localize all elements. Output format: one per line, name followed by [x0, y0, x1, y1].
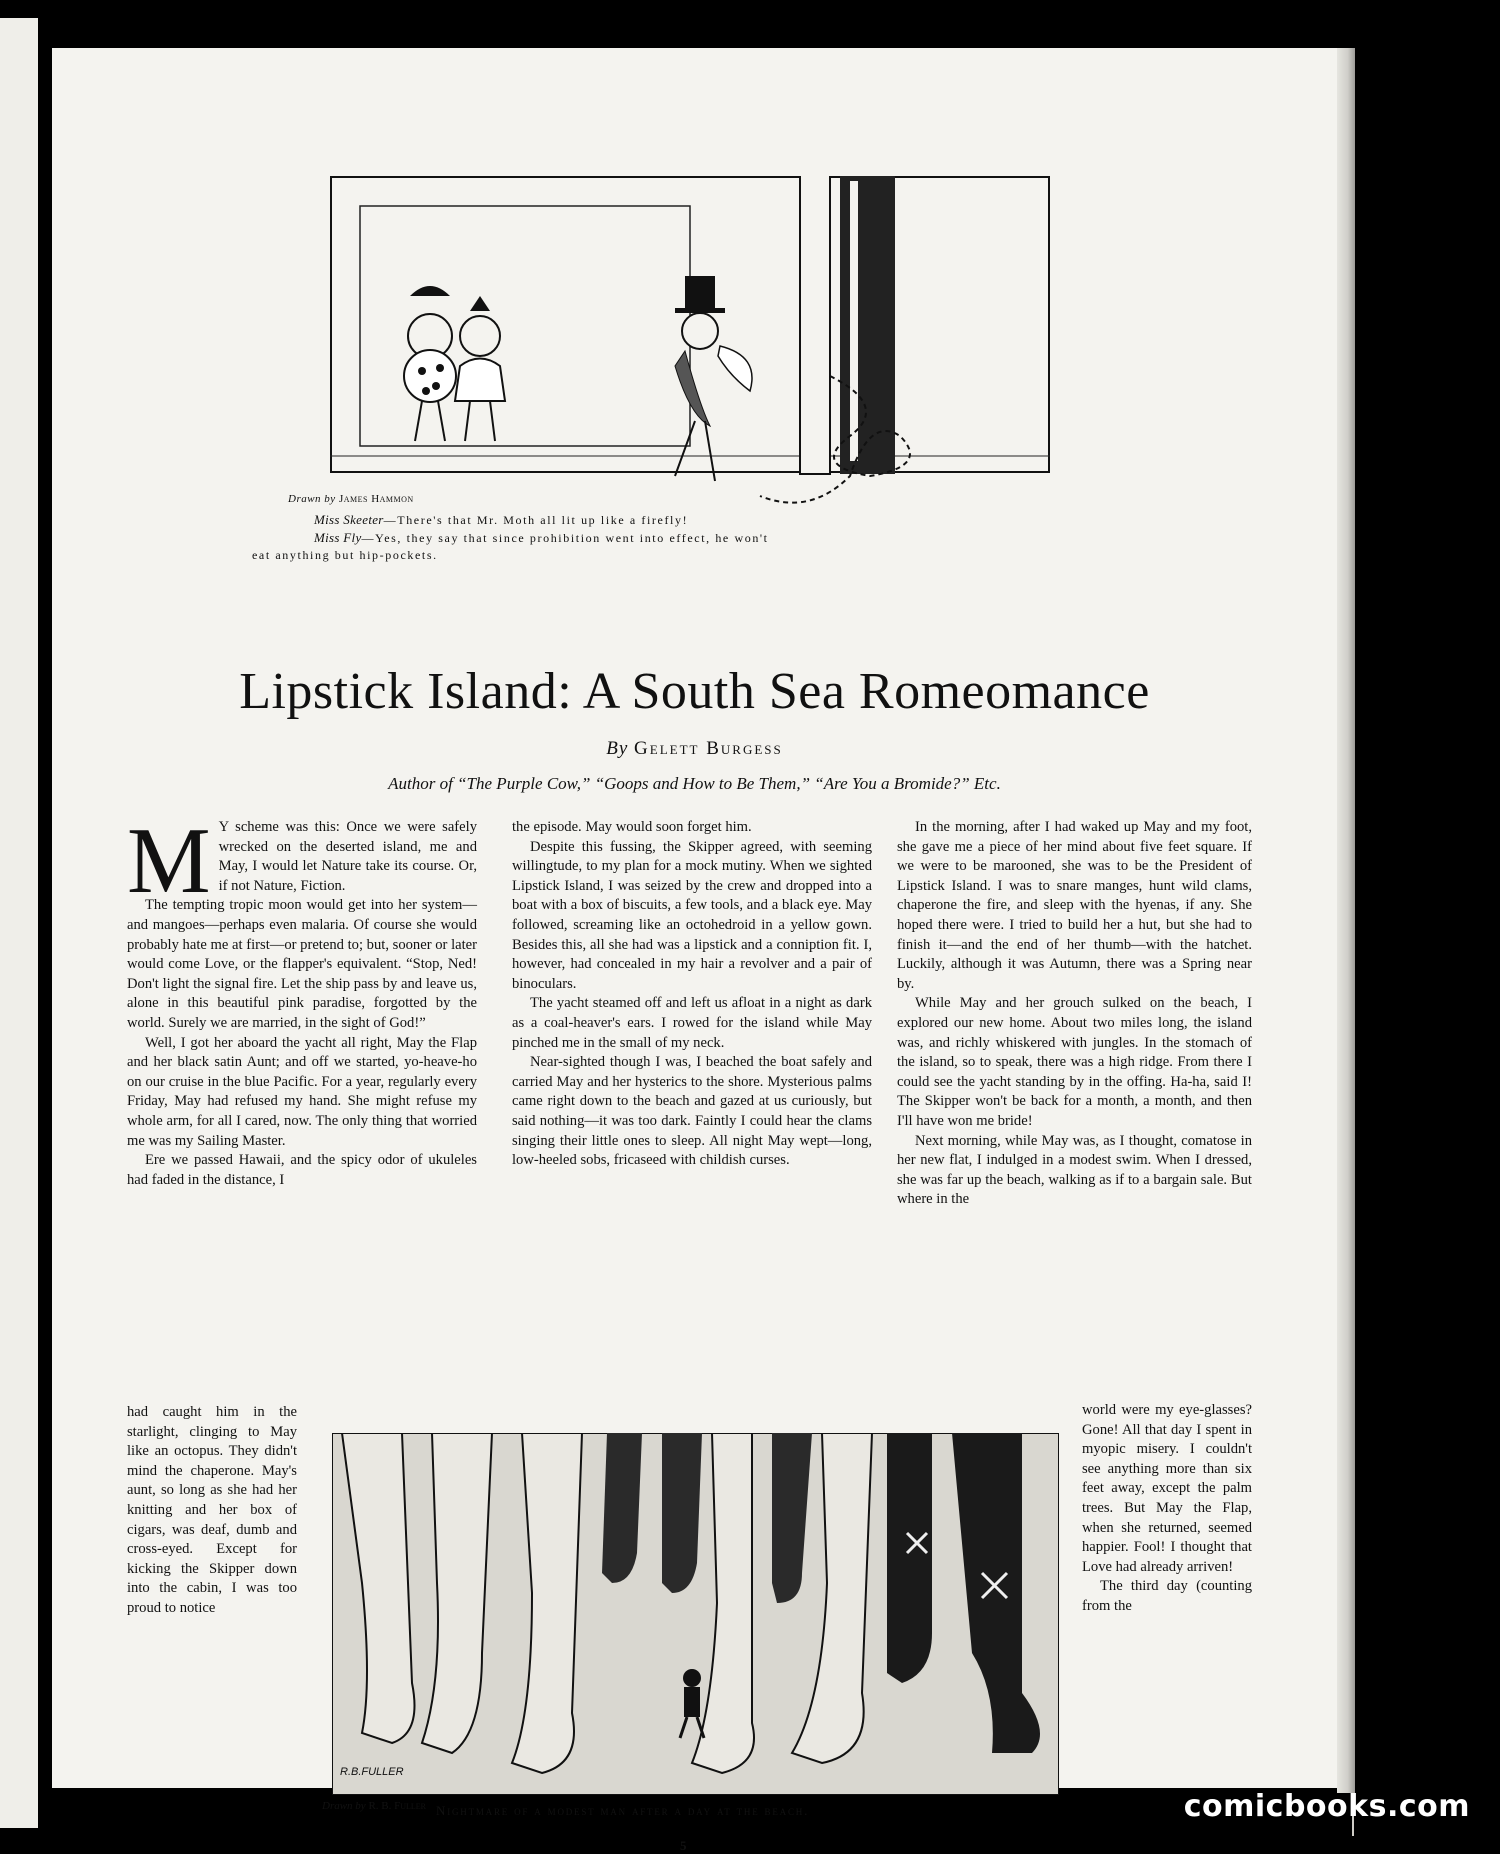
paragraph: Despite this fussing, the Skipper agreed, with seeming willingtude, to my plan for a mock mutiny. When we sighted Lipstick Island, I was seized by the crew and dropped into a boat with a box of biscuits, a few tools, and a black eye. May followed, screaming like an octohedroid in a yellow gown. Besides this, all she had was a lipstick and a conniption fit. I, however, had concealed in my hair a revolver and a pair of binoculars.: [512, 838, 872, 992]
paragraph: the episode. May would soon forget him.: [512, 819, 752, 835]
top-caption-line-2: Miss Fly—Yes, they say that since prohibition went into effect, he won't: [314, 530, 769, 545]
paragraph: had caught him in the starlight, clinging to May like an octopus. They didn't mind the chaperone. May's aunt, so long as she had her knitting and her box of cigars, was deaf, dumb and cross-eyed. Except for kicking the Skipper down into the cabin, I was too proud to notice: [127, 1404, 297, 1616]
paragraph: world were my eye-glasses? Gone! All that day I spent in myopic misery. I couldn't see anything more than six feet away, except the palm trees. But May the Flap, when she returned, seemed happier. Fool! I thought that Love had already arriven!: [1082, 1402, 1252, 1575]
article-column-1-continued: [127, 1403, 297, 1619]
paragraph: Ere we passed Hawaii, and the spicy odor of ukuleles had faded in the distance, I: [127, 1152, 477, 1188]
paragraph: While May and her grouch sulked on the beach, I explored our new home. About two miles long, the island was, and richly whiskered with jungles. In the stomach of the island, so to speak, there was a high ridge. From there I could see the yacht standing by in the offing. Ha-ha, said I! The Skipper won't be back for a month, a month, and then I'll have won me bride!: [897, 995, 1252, 1129]
top-caption-line-1: Miss Skeeter—There's that Mr. Moth all lit up like a firefly!: [314, 512, 689, 527]
article-subtitle: Author of “The Purple Cow,” “Goops and How to Be Them,” “Are You a Bromide?” Etc.: [388, 774, 1001, 793]
page-number: 5: [680, 1838, 687, 1853]
top-caption-line-3: eat anything but hip-pockets.: [252, 548, 438, 562]
paragraph: The tempting tropic moon would get into her system—and mangoes—perhaps even malaria. Of course she would probably hate me at first—or pretend to; but, sooner or later would come Love, or the flapper's equivalent. “Stop, Ned! Don't light the signal fire. Let the ship pass by and leave us, alone in this beautiful pink paradise, forgotted by the world. Surely we are married, in the sight of God!”: [127, 897, 477, 1031]
previous-page-edge: [0, 18, 38, 1828]
top-cartoon-credit: Drawn by James Hammon: [288, 493, 414, 505]
paragraph: Well, I got her aboard the yacht all right, May the Flap and her black satin Aunt; and off we started, yo-heave-ho on our cruise in the blue Pacific. For a year, regularly every Friday, May had refused my hand. She might refuse my whole arm, for all I cared, now. The only thing that worried me was my Sailing Master.: [127, 1034, 477, 1149]
article-column-1: [127, 809, 477, 1190]
paragraph: Next morning, while May was, as I thought, comatose in her new flat, I indulged in a modest swim. When I dressed, she was far up the beach, walking as if to a bargain sale. But where in the: [897, 1132, 1252, 1208]
paragraph: The third day (counting from the: [1082, 1578, 1252, 1614]
top-cartoon-illustration: [330, 176, 1050, 566]
paragraph: Near-sighted though I was, I beached the boat safely and carried May and her hysterics to the shore. Mysterious palms came right down to the beach and gazed at us curiously, but said nothing—it was too dark. Faintly I could hear the clams singing their little ones to sleep. All night May wept—long, low-heeled sobs, fricaseed with childish curses.: [512, 1054, 872, 1169]
article-byline: By Gelett Burgess: [606, 738, 783, 759]
page-stack-edge: [1337, 48, 1355, 1793]
bottom-cartoon-credit: Drawn by R. B. Fuller: [322, 1800, 427, 1812]
paragraph: In the morning, after I had waked up May and my foot, she gave me a piece of her mind about five feet square. If we were to be marooned, she was to be the President of Lipstick Island. I was to snare manges, hunt wild clams, chaperone the fire, and sleep with the hyenas, if any. She hoped there were. I tried to build her a hut, but she had to finish it—and the end of her thumb—with the hatchet. Luckily, although it was Autumn, there was a Spring near by.: [897, 819, 1252, 992]
bottom-cartoon-caption: Nightmare of a modest man after a day at the beach.: [436, 1803, 810, 1818]
bottom-cartoon-illustration: [332, 1433, 1059, 1795]
paragraph: The yacht steamed off and left us afloat in a night as dark as a coal-heaver's ears. I rowed for the island while May pinched me in the small of my neck.: [512, 995, 872, 1051]
site-watermark: comicbooks.com: [1183, 1789, 1470, 1824]
drop-cap: M: [127, 809, 211, 913]
article-title: Lipstick Island: A South Sea Romeomance: [239, 663, 1150, 720]
article-column-3-continued: [1082, 1401, 1252, 1617]
article-column-3: [897, 818, 1252, 1210]
cartoon-signature: R.B.FULLER: [340, 1766, 404, 1778]
article-column-2: [512, 818, 872, 1171]
paragraph: M Y scheme was this: Once we were safely wrecked on the deserted island, me and May, I would let Nature take its course. Or, if not Nature, Fiction.: [127, 809, 477, 913]
